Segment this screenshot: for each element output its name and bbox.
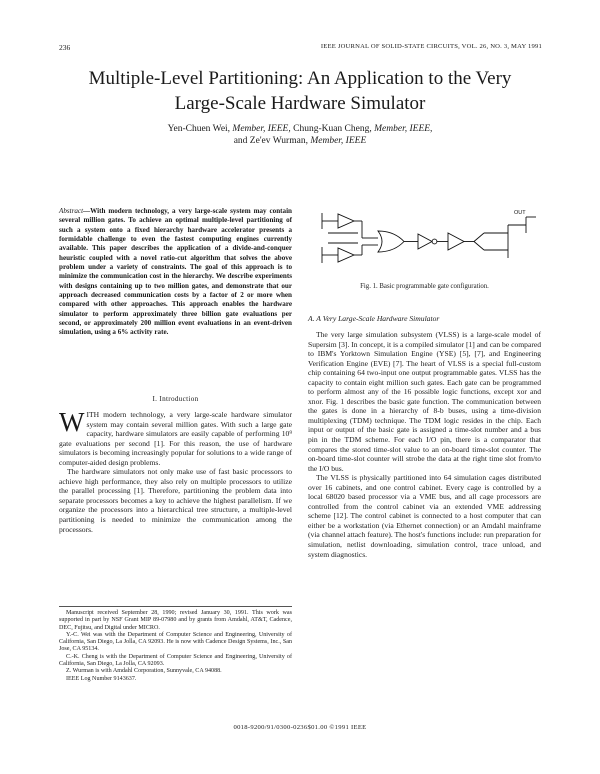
subsection-heading: A. A Very Large-Scale Hardware Simulator <box>308 314 440 323</box>
author-role: Member, IEEE, <box>232 124 291 134</box>
author-role: Member, IEEE, <box>374 124 433 134</box>
abstract-text: —With modern technology, a very large-scale system may contain several million gates. To achieve an optimal multiple-level partitioning of such a system onto a fixed hierarchy hardware accelerator presents a formidable challenge to even the fastest computing engines currently available. This paper describes the application of a divide-and-conquer heuristic coupled with a novel ratio-cut algorithm that solves the above problem under a variety of constraints. The goal of this approach is to minimize the communication cost in the hierarchy. We describe experiments with designs containing up to two million gates, and demonstrate that our approach decreased communication costs by a factor of 2 or more when compared with other approaches. This approach enables the hardware simulator to perform approximately three billion gate evaluations per second, or approximately 200 million event evaluations in an event-driven simulation, using a 6% activity rate. <box>59 207 292 337</box>
section-a-paragraph-1: The very large simulation subsystem (VLSS) is a large-scale model of Supersim [3]. In concept, it is a compiled simulator [1] and can be compared to IBM's Yorktown Simulation Engine (YSE) [5], [7], and Engineering Verification Engine (EVE) [7]. The heart of VLSS is a special full-custom chip containing 64 two-input one output programmable gates. VLSS has the capacity to contain eight million such gates. Each gate can be programmed to perform almost any of the 16 possible logic functions, except xor and xnor. Fig. 1 describes the basic gate function. The communication between the gates is done in a hierarchy of 8-b buses, using a time-division multiplexing (TDM) technique. The TDM logic resides in the chip. Each input or output of the basic gate is assigned a time-slot number and a bus pin in the TDM scheme. For each I/O pin, there is a comparator that compares the stored time-slot value to an on-board time-slot counter. The on-board time-slot counter will strobe the data at the right time slot from/to the I/O bus. <box>308 330 542 473</box>
out-label: OUT <box>514 210 526 216</box>
footnotes <box>59 606 292 683</box>
author-name: Yen-Chuen Wei, <box>167 124 231 134</box>
author-line-2 <box>70 136 530 148</box>
output-mux <box>448 217 536 258</box>
footnote: C.-K. Cheng is with the Department of Computer Science and Engineering, University of California, San Diego, La Jolla, CA 92093. <box>59 653 292 668</box>
logic-gate <box>378 231 448 252</box>
introduction-body <box>59 407 292 534</box>
paper-title: Multiple-Level Partitioning: An Application to the Very Large-Scale Hardware Simulator <box>88 68 512 114</box>
author-line-1 <box>70 124 530 136</box>
footnote: Y.-C. Wei was with the Department of Computer Science and Engineering, University of California, San Diego, La Jolla, CA 92093. He is now with Cadence Design Systems, Inc., San Jose, CA 95134. <box>59 631 292 653</box>
author-name: and Ze'ev Wurman, <box>233 135 308 146</box>
footnote: Z. Wurman is with Amdahl Corporation, Sunnyvale, CA 94088. <box>66 668 222 675</box>
page-number: 236 <box>59 43 71 52</box>
input-mux-bottom <box>322 243 378 263</box>
abstract-lead: Abstract <box>59 207 84 215</box>
intro-paragraph-2: The hardware simulators not only make use of fast basic processors to achieve high performance, they also rely on multiple processors to utilize the parallel processing [1]. Therefore, partitioning the problem data into separate processors becomes a key to achieve the highest parallelism. If we organize the processors into a hierarchical tree structure, a multiple-level partitioning is needed to minimize the communication among the processors. <box>59 467 292 534</box>
gate-configuration-figure <box>308 203 541 273</box>
copyright-line: 0018-9200/91/0300-0236$01.00 ©1991 IEEE <box>233 724 367 731</box>
author-name: Chung-Kuan Cheng, <box>293 124 372 134</box>
figure-caption: Fig. 1. Basic programmable gate configuration. <box>360 283 489 290</box>
section-heading-introduction: I. Introduction <box>152 395 199 403</box>
section-a-body <box>308 330 541 559</box>
ieee-log-number: IEEE Log Number 9143637. <box>66 675 137 682</box>
intro-paragraph-1 <box>59 407 292 467</box>
intro-paragraph-1-text: ITH modern technology, a very large-scale hardware simulator system may contain several million gates. With such a large gate capacity, hardware simulators are easily capable of performing 10⁹ gate evaluations per second [1]. For this reason, the use of hardware simulators is becoming increasingly popular for solutions to a wide range of computer-aided design problems. <box>59 410 292 467</box>
author-block <box>70 124 530 147</box>
section-a-paragraph-2: The VLSS is physically partitioned into 64 simulation cages distributed over 16 cabinets, and one control cabinet. Every cage is controlled by a local 68020 based processor via a VME bus, and all cage processors are controlled from the control cabinet via an extended VME addressing scheme [12]. The control cabinet is connected to a host computer that can either be a workstation (via Ethernet connection) or an Amdahl mainframe (via channel attach feature). The host's functions include: run preparation for simulation, netlist downloading, simulation control, trace unload, and system diagnostics. <box>308 473 541 559</box>
running-head: IEEE JOURNAL OF SOLID-STATE CIRCUITS, VOL. 26, NO. 3, MAY 1991 <box>320 43 542 50</box>
footnote: Manuscript received September 28, 1990; revised January 30, 1991. This work was supported in part by NSF Grant MIP 89-07980 and by grants from Amdahl, AT&T, Cadence, DEC, Fujitsu, and Digital under MICRO. <box>59 610 292 631</box>
drop-cap: W <box>59 407 85 437</box>
abstract <box>59 207 292 338</box>
input-mux-top <box>322 213 378 238</box>
author-role: Member, IEEE <box>310 135 367 146</box>
